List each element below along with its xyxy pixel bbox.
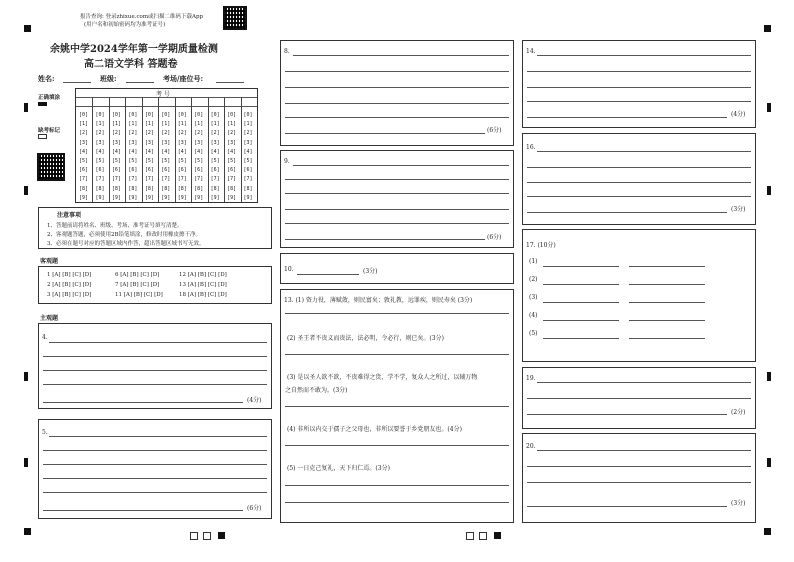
id-digit-bubble[interactable]: [1]: [144, 121, 154, 128]
id-digit-bubble[interactable]: [9]: [79, 194, 89, 201]
objective-option[interactable]: 18 [A] [B] [C] [D]: [179, 292, 227, 298]
id-digit-bubble[interactable]: [8]: [161, 185, 171, 192]
id-digit-bubble[interactable]: [7]: [144, 176, 154, 183]
corner-mark: [24, 25, 31, 32]
id-digit-bubble[interactable]: [8]: [227, 185, 237, 192]
absent-mark-label: 缺考标记: [38, 128, 61, 134]
id-digit-bubble[interactable]: [0]: [79, 112, 89, 118]
id-digit-bubble[interactable]: [0]: [161, 112, 171, 118]
id-digit-bubble[interactable]: [8]: [111, 185, 121, 192]
answer-line: [527, 167, 751, 168]
id-digit-bubble[interactable]: [9]: [177, 194, 187, 201]
q13-part2: (2) 圣王者不贵义而贵法，法必明，令必行，则已矣。(3分): [287, 335, 444, 342]
answer-line: [43, 450, 267, 451]
bottom-mark: [494, 532, 501, 539]
answer-line: [293, 165, 509, 166]
objective-box[interactable]: [38, 266, 272, 304]
id-digit-bubble[interactable]: [8]: [194, 185, 204, 192]
objective-option[interactable]: 13 [A] [B] [C] [D]: [179, 282, 227, 288]
q5-number: 5.: [42, 429, 48, 436]
answer-line: [527, 196, 751, 197]
id-digit-bubble[interactable]: [4]: [177, 148, 187, 155]
id-digit-bubble[interactable]: [0]: [243, 112, 253, 118]
id-digit-bubble[interactable]: [3]: [243, 139, 253, 146]
timing-mark: [767, 186, 771, 195]
name-label: 姓名:: [38, 74, 55, 83]
id-grid-divider: [175, 97, 176, 202]
answer-line: [49, 342, 267, 343]
notes-title: 注意事项: [57, 212, 82, 219]
answer-line: [543, 266, 619, 267]
bottom-mark: [218, 532, 225, 539]
id-grid-header-divider: [76, 97, 257, 98]
q9-answer-area[interactable]: [280, 150, 514, 248]
q20-answer-area[interactable]: [522, 433, 756, 523]
id-digit-bubble[interactable]: [2]: [194, 130, 204, 137]
q10-score: (3分): [363, 268, 378, 275]
notes-item: 2、客观题答题，必须使用2B铅笔填涂，修改时用橡皮擦干净。: [47, 232, 202, 238]
q13-part3b: 之自然而不敢为。(3分): [285, 387, 348, 394]
answer-line: [43, 384, 267, 385]
id-digit-bubble[interactable]: [3]: [227, 139, 237, 146]
id-digit-bubble[interactable]: [4]: [128, 148, 138, 155]
id-digit-bubble[interactable]: [2]: [161, 130, 171, 137]
id-digit-bubble[interactable]: [3]: [177, 139, 187, 146]
id-digit-bubble[interactable]: [1]: [95, 121, 105, 128]
answer-line: [43, 510, 243, 511]
id-digit-bubble[interactable]: [9]: [95, 194, 105, 201]
id-digit-bubble[interactable]: [0]: [144, 112, 154, 118]
id-digit-bubble[interactable]: [2]: [128, 130, 138, 137]
id-digit-bubble[interactable]: [4]: [210, 148, 220, 155]
subjective-title: 主观题: [40, 315, 59, 322]
notes-box: [38, 207, 272, 249]
answer-line: [629, 284, 705, 285]
bottom-slash-box: [190, 532, 198, 540]
id-digit-bubble[interactable]: [2]: [243, 130, 253, 137]
id-digit-bubble[interactable]: [0]: [111, 112, 121, 118]
id-digit-bubble[interactable]: [6]: [95, 167, 105, 174]
id-digit-bubble[interactable]: [1]: [210, 121, 220, 128]
answer-line: [537, 55, 751, 56]
class-label: 班级:: [100, 74, 117, 83]
answer-line: [527, 212, 727, 213]
correct-fill-label: 正确填涂: [38, 95, 61, 101]
answer-line: [285, 133, 485, 134]
notes-item: 3、必须在题号对应的答题区域内作答，超出答题区域书写无效。: [47, 241, 205, 247]
id-digit-bubble[interactable]: [0]: [128, 112, 138, 118]
answer-line: [543, 302, 619, 303]
id-digit-bubble[interactable]: [2]: [111, 130, 121, 137]
id-grid-divider: [142, 97, 143, 202]
q14-answer-area[interactable]: [522, 40, 756, 128]
answer-line: [285, 103, 509, 104]
answer-line: [629, 338, 705, 339]
q17-number: 17. (10分): [526, 242, 556, 249]
room-label: 考场/座位号:: [163, 74, 204, 83]
answer-line: [629, 302, 705, 303]
answer-line: [537, 382, 751, 383]
q8-number: 8.: [284, 48, 290, 55]
id-digit-bubble[interactable]: [1]: [111, 121, 121, 128]
id-digit-bubble[interactable]: [7]: [95, 176, 105, 183]
answer-line: [537, 450, 751, 451]
answer-line: [629, 266, 705, 267]
id-digit-bubble[interactable]: [4]: [194, 148, 204, 155]
id-grid-divider: [208, 97, 209, 202]
answer-line: [285, 87, 509, 88]
id-digit-bubble[interactable]: [7]: [243, 176, 253, 183]
answer-line: [293, 55, 509, 56]
q17-item: (1): [529, 258, 538, 265]
answer-line: [285, 313, 509, 314]
q20-score: (3分): [731, 500, 746, 507]
answer-line: [527, 87, 751, 88]
id-digit-bubble[interactable]: [0]: [227, 112, 237, 118]
id-digit-bubble[interactable]: [0]: [194, 112, 204, 118]
bottom-slash-box: [466, 532, 474, 540]
id-grid-columns[interactable]: [76, 107, 257, 202]
room-field[interactable]: [216, 82, 244, 83]
id-digit-bubble[interactable]: [1]: [177, 121, 187, 128]
id-digit-bubble[interactable]: [9]: [161, 194, 171, 201]
corner-mark: [764, 528, 771, 535]
objective-option[interactable]: 6 [A] [B] [C] [D]: [115, 272, 160, 278]
id-digit-bubble[interactable]: [2]: [144, 130, 154, 137]
id-grid-divider: [224, 97, 225, 202]
answer-line: [43, 478, 267, 479]
objective-option[interactable]: 1 [A] [B] [C] [D]: [47, 272, 92, 278]
id-digit-bubble[interactable]: [9]: [128, 194, 138, 201]
id-digit-bubble[interactable]: [5]: [177, 158, 187, 164]
answer-line: [43, 370, 267, 371]
id-digit-bubble[interactable]: [6]: [144, 167, 154, 174]
id-digit-bubble[interactable]: [1]: [227, 121, 237, 128]
id-digit-bubble[interactable]: [6]: [111, 167, 121, 174]
q16-answer-area[interactable]: [522, 133, 756, 225]
answer-line: [527, 482, 751, 483]
timing-mark: [767, 103, 771, 112]
answer-line: [527, 101, 751, 102]
id-digit-bubble[interactable]: [9]: [144, 194, 154, 201]
id-digit-bubble[interactable]: [8]: [144, 185, 154, 192]
name-field[interactable]: [63, 82, 91, 83]
id-digit-bubble[interactable]: [2]: [79, 130, 89, 137]
id-digit-bubble[interactable]: [8]: [95, 185, 105, 192]
q13-answer-area[interactable]: [280, 289, 514, 523]
q14-score: (4分): [731, 111, 746, 118]
answer-line: [285, 179, 509, 180]
answer-line: [285, 485, 509, 486]
id-grid-divider: [191, 97, 192, 202]
id-digit-bubble[interactable]: [4]: [144, 148, 154, 155]
answer-line: [285, 223, 509, 224]
id-digit-bubble[interactable]: [7]: [111, 176, 121, 183]
objective-option[interactable]: 7 [A] [B] [C] [D]: [115, 282, 160, 288]
id-grid-divider: [92, 97, 93, 202]
id-digit-bubble[interactable]: [5]: [210, 158, 220, 164]
id-digit-bubble[interactable]: [5]: [79, 158, 89, 164]
answer-line: [49, 436, 267, 437]
id-digit-bubble[interactable]: [3]: [128, 139, 138, 146]
id-grid-divider: [158, 97, 159, 202]
q13-part1: 13. (1) 资力役，薄赋敛，则民富矣；敦礼教，远罪疾，则民寿矣 (3分): [284, 297, 473, 304]
objective-title: 客观题: [40, 258, 59, 265]
q16-score: (3分): [731, 206, 746, 213]
answer-line: [285, 193, 509, 194]
q4-number: 4.: [42, 334, 48, 341]
id-digit-bubble[interactable]: [5]: [95, 158, 105, 164]
id-digit-bubble[interactable]: [9]: [227, 194, 237, 201]
id-digit-bubble[interactable]: [4]: [227, 148, 237, 155]
timing-mark: [767, 458, 771, 467]
timing-mark: [24, 103, 28, 112]
bottom-slash-box: [203, 532, 211, 540]
q17-item: (4): [529, 312, 538, 319]
report-notice: 报告查询: 登录zhixue.com或扫描二维码下载App: [80, 14, 204, 20]
id-digit-bubble[interactable]: [1]: [194, 121, 204, 128]
q17-item: (2): [529, 276, 538, 283]
id-digit-bubble[interactable]: [3]: [144, 139, 154, 146]
answer-line: [285, 117, 509, 118]
answer-line: [285, 71, 509, 72]
corner-mark: [24, 528, 31, 535]
id-digit-bubble[interactable]: [6]: [243, 167, 253, 174]
timing-mark: [24, 186, 28, 195]
answer-line: [527, 71, 751, 72]
id-digit-bubble[interactable]: [3]: [161, 139, 171, 146]
bottom-slash-box: [479, 532, 487, 540]
id-digit-bubble[interactable]: [3]: [95, 139, 105, 146]
id-digit-bubble[interactable]: [5]: [227, 158, 237, 164]
id-digit-bubble[interactable]: [4]: [243, 148, 253, 155]
objective-option[interactable]: 3 [A] [B] [C] [D]: [47, 292, 92, 298]
answer-line: [285, 354, 509, 355]
answer-line: [527, 506, 727, 507]
id-digit-bubble[interactable]: [6]: [177, 167, 187, 174]
q17-item: (3): [529, 294, 538, 301]
timing-mark: [767, 372, 771, 381]
q16-number: 16.: [526, 144, 536, 151]
q19-answer-area[interactable]: [522, 367, 756, 429]
objective-option[interactable]: 12 [A] [B] [C] [D]: [179, 272, 227, 278]
id-digit-bubble[interactable]: [6]: [128, 167, 138, 174]
answer-line: [527, 117, 727, 118]
q13-part3a: (3) 是以圣人欲不欲，不贵难得之货，学不学，复众人之所过，以辅万物: [287, 374, 478, 381]
q17-item: (5): [529, 330, 538, 337]
answer-line: [527, 182, 751, 183]
answer-line: [543, 338, 619, 339]
id-grid-header: 考 号: [156, 91, 170, 98]
id-digit-bubble[interactable]: [6]: [161, 167, 171, 174]
id-grid-divider: [125, 97, 126, 202]
id-digit-bubble[interactable]: [6]: [210, 167, 220, 174]
id-digit-bubble[interactable]: [4]: [95, 148, 105, 155]
answer-line: [43, 356, 267, 357]
id-digit-bubble[interactable]: [9]: [111, 194, 121, 201]
id-digit-bubble[interactable]: [8]: [210, 185, 220, 192]
answer-line: [543, 320, 619, 321]
id-digit-bubble[interactable]: [1]: [161, 121, 171, 128]
q8-score: (6分): [487, 127, 502, 134]
id-digit-bubble[interactable]: [1]: [243, 121, 253, 128]
corner-mark: [764, 25, 771, 32]
q4-score: (4分): [247, 397, 262, 404]
id-digit-bubble[interactable]: [7]: [210, 176, 220, 183]
q19-number: 19.: [526, 375, 536, 382]
id-digit-bubble[interactable]: [2]: [95, 130, 105, 137]
id-digit-bubble[interactable]: [6]: [227, 167, 237, 174]
id-digit-bubble[interactable]: [4]: [79, 148, 89, 155]
id-digit-bubble[interactable]: [5]: [243, 158, 253, 164]
answer-line: [285, 406, 509, 407]
answer-line: [537, 151, 751, 152]
answer-line: [297, 274, 359, 275]
q10-number: 10.: [284, 266, 294, 273]
id-digit-bubble[interactable]: [7]: [194, 176, 204, 183]
student-id-grid[interactable]: [75, 88, 258, 203]
id-digit-bubble[interactable]: [4]: [161, 148, 171, 155]
q5-score: (6分): [247, 505, 262, 512]
q13-part4: (4) 非所以内交于孺子之父母也，非所以要誉于乡党朋友也。(4分): [287, 426, 462, 433]
id-digit-bubble[interactable]: [9]: [194, 194, 204, 201]
id-digit-bubble[interactable]: [7]: [227, 176, 237, 183]
answer-line: [43, 492, 267, 493]
absent-checkbox[interactable]: [38, 134, 47, 139]
objective-option[interactable]: 2 [A] [B] [C] [D]: [47, 282, 92, 288]
id-digit-bubble[interactable]: [3]: [194, 139, 204, 146]
objective-option[interactable]: 11 [A] [B] [C] [D]: [115, 292, 163, 298]
id-digit-bubble[interactable]: [1]: [128, 121, 138, 128]
id-digit-bubble[interactable]: [7]: [128, 176, 138, 183]
timing-mark: [24, 372, 28, 381]
correct-fill-sample: [38, 102, 47, 106]
id-digit-bubble[interactable]: [4]: [111, 148, 121, 155]
q19-score: (2分): [731, 409, 746, 416]
id-digit-bubble[interactable]: [0]: [210, 112, 220, 118]
timing-mark: [24, 458, 28, 467]
q14-number: 14.: [526, 48, 536, 55]
id-digit-bubble[interactable]: [8]: [128, 185, 138, 192]
id-digit-bubble[interactable]: [5]: [194, 158, 204, 164]
id-digit-bubble[interactable]: [8]: [243, 185, 253, 192]
class-field[interactable]: [126, 82, 154, 83]
id-digit-bubble[interactable]: [9]: [210, 194, 220, 201]
id-digit-bubble[interactable]: [7]: [79, 176, 89, 183]
answer-line: [43, 402, 243, 403]
q17-answer-area[interactable]: [522, 229, 756, 362]
q9-number: 9.: [284, 158, 290, 165]
answer-line: [285, 445, 509, 446]
id-digit-bubble[interactable]: [2]: [177, 130, 187, 137]
id-digit-bubble[interactable]: [8]: [79, 185, 89, 192]
answer-line: [285, 209, 509, 210]
id-digit-bubble[interactable]: [1]: [79, 121, 89, 128]
qr-code-icon[interactable]: [223, 6, 247, 30]
answer-line: [285, 502, 509, 503]
id-digit-bubble[interactable]: [2]: [227, 130, 237, 137]
q4-answer-area[interactable]: [38, 323, 272, 409]
q9-score: (6分): [487, 234, 502, 241]
id-digit-bubble[interactable]: [5]: [111, 158, 121, 164]
id-digit-bubble[interactable]: [5]: [144, 158, 154, 164]
id-digit-bubble[interactable]: [0]: [95, 112, 105, 118]
id-digit-bubble[interactable]: [3]: [79, 139, 89, 146]
answer-line: [527, 414, 727, 415]
login-notice: (用户名和初始密码均为准考证号): [84, 22, 166, 28]
notes-item: 1、答题前请将姓名、班级、考场、准考证号填写清楚。: [47, 223, 183, 229]
exam-title: 余姚中学2024学年第一学期质量检测: [50, 44, 218, 55]
id-digit-bubble[interactable]: [2]: [210, 130, 220, 137]
q20-number: 20.: [526, 443, 536, 450]
answer-line: [543, 284, 619, 285]
id-digit-bubble[interactable]: [3]: [210, 139, 220, 146]
id-digit-bubble[interactable]: [8]: [177, 185, 187, 192]
answer-line: [43, 464, 267, 465]
q5-answer-area[interactable]: [38, 419, 272, 519]
q10-answer-area[interactable]: [280, 253, 514, 284]
id-digit-bubble[interactable]: [7]: [177, 176, 187, 183]
q8-answer-area[interactable]: [280, 40, 514, 146]
id-digit-bubble[interactable]: [0]: [177, 112, 187, 118]
id-digit-bubble[interactable]: [3]: [111, 139, 121, 146]
barcode-qr-icon: [37, 153, 65, 181]
answer-line: [527, 398, 751, 399]
answer-line: [285, 239, 485, 240]
answer-line: [527, 466, 751, 467]
q13-part5: (5) 一日克己复礼，天下归仁焉。(3分): [287, 465, 390, 472]
id-grid-divider: [241, 97, 242, 202]
id-digit-bubble[interactable]: [5]: [128, 158, 138, 164]
exam-subtitle: 高二语文学科 答题卷: [84, 59, 178, 70]
id-digit-bubble[interactable]: [9]: [243, 194, 253, 201]
id-grid-divider: [109, 97, 110, 202]
id-digit-bubble[interactable]: [5]: [161, 158, 171, 164]
answer-line: [629, 320, 705, 321]
id-digit-bubble[interactable]: [7]: [161, 176, 171, 183]
id-digit-bubble[interactable]: [6]: [79, 167, 89, 174]
id-digit-bubble[interactable]: [6]: [194, 167, 204, 174]
